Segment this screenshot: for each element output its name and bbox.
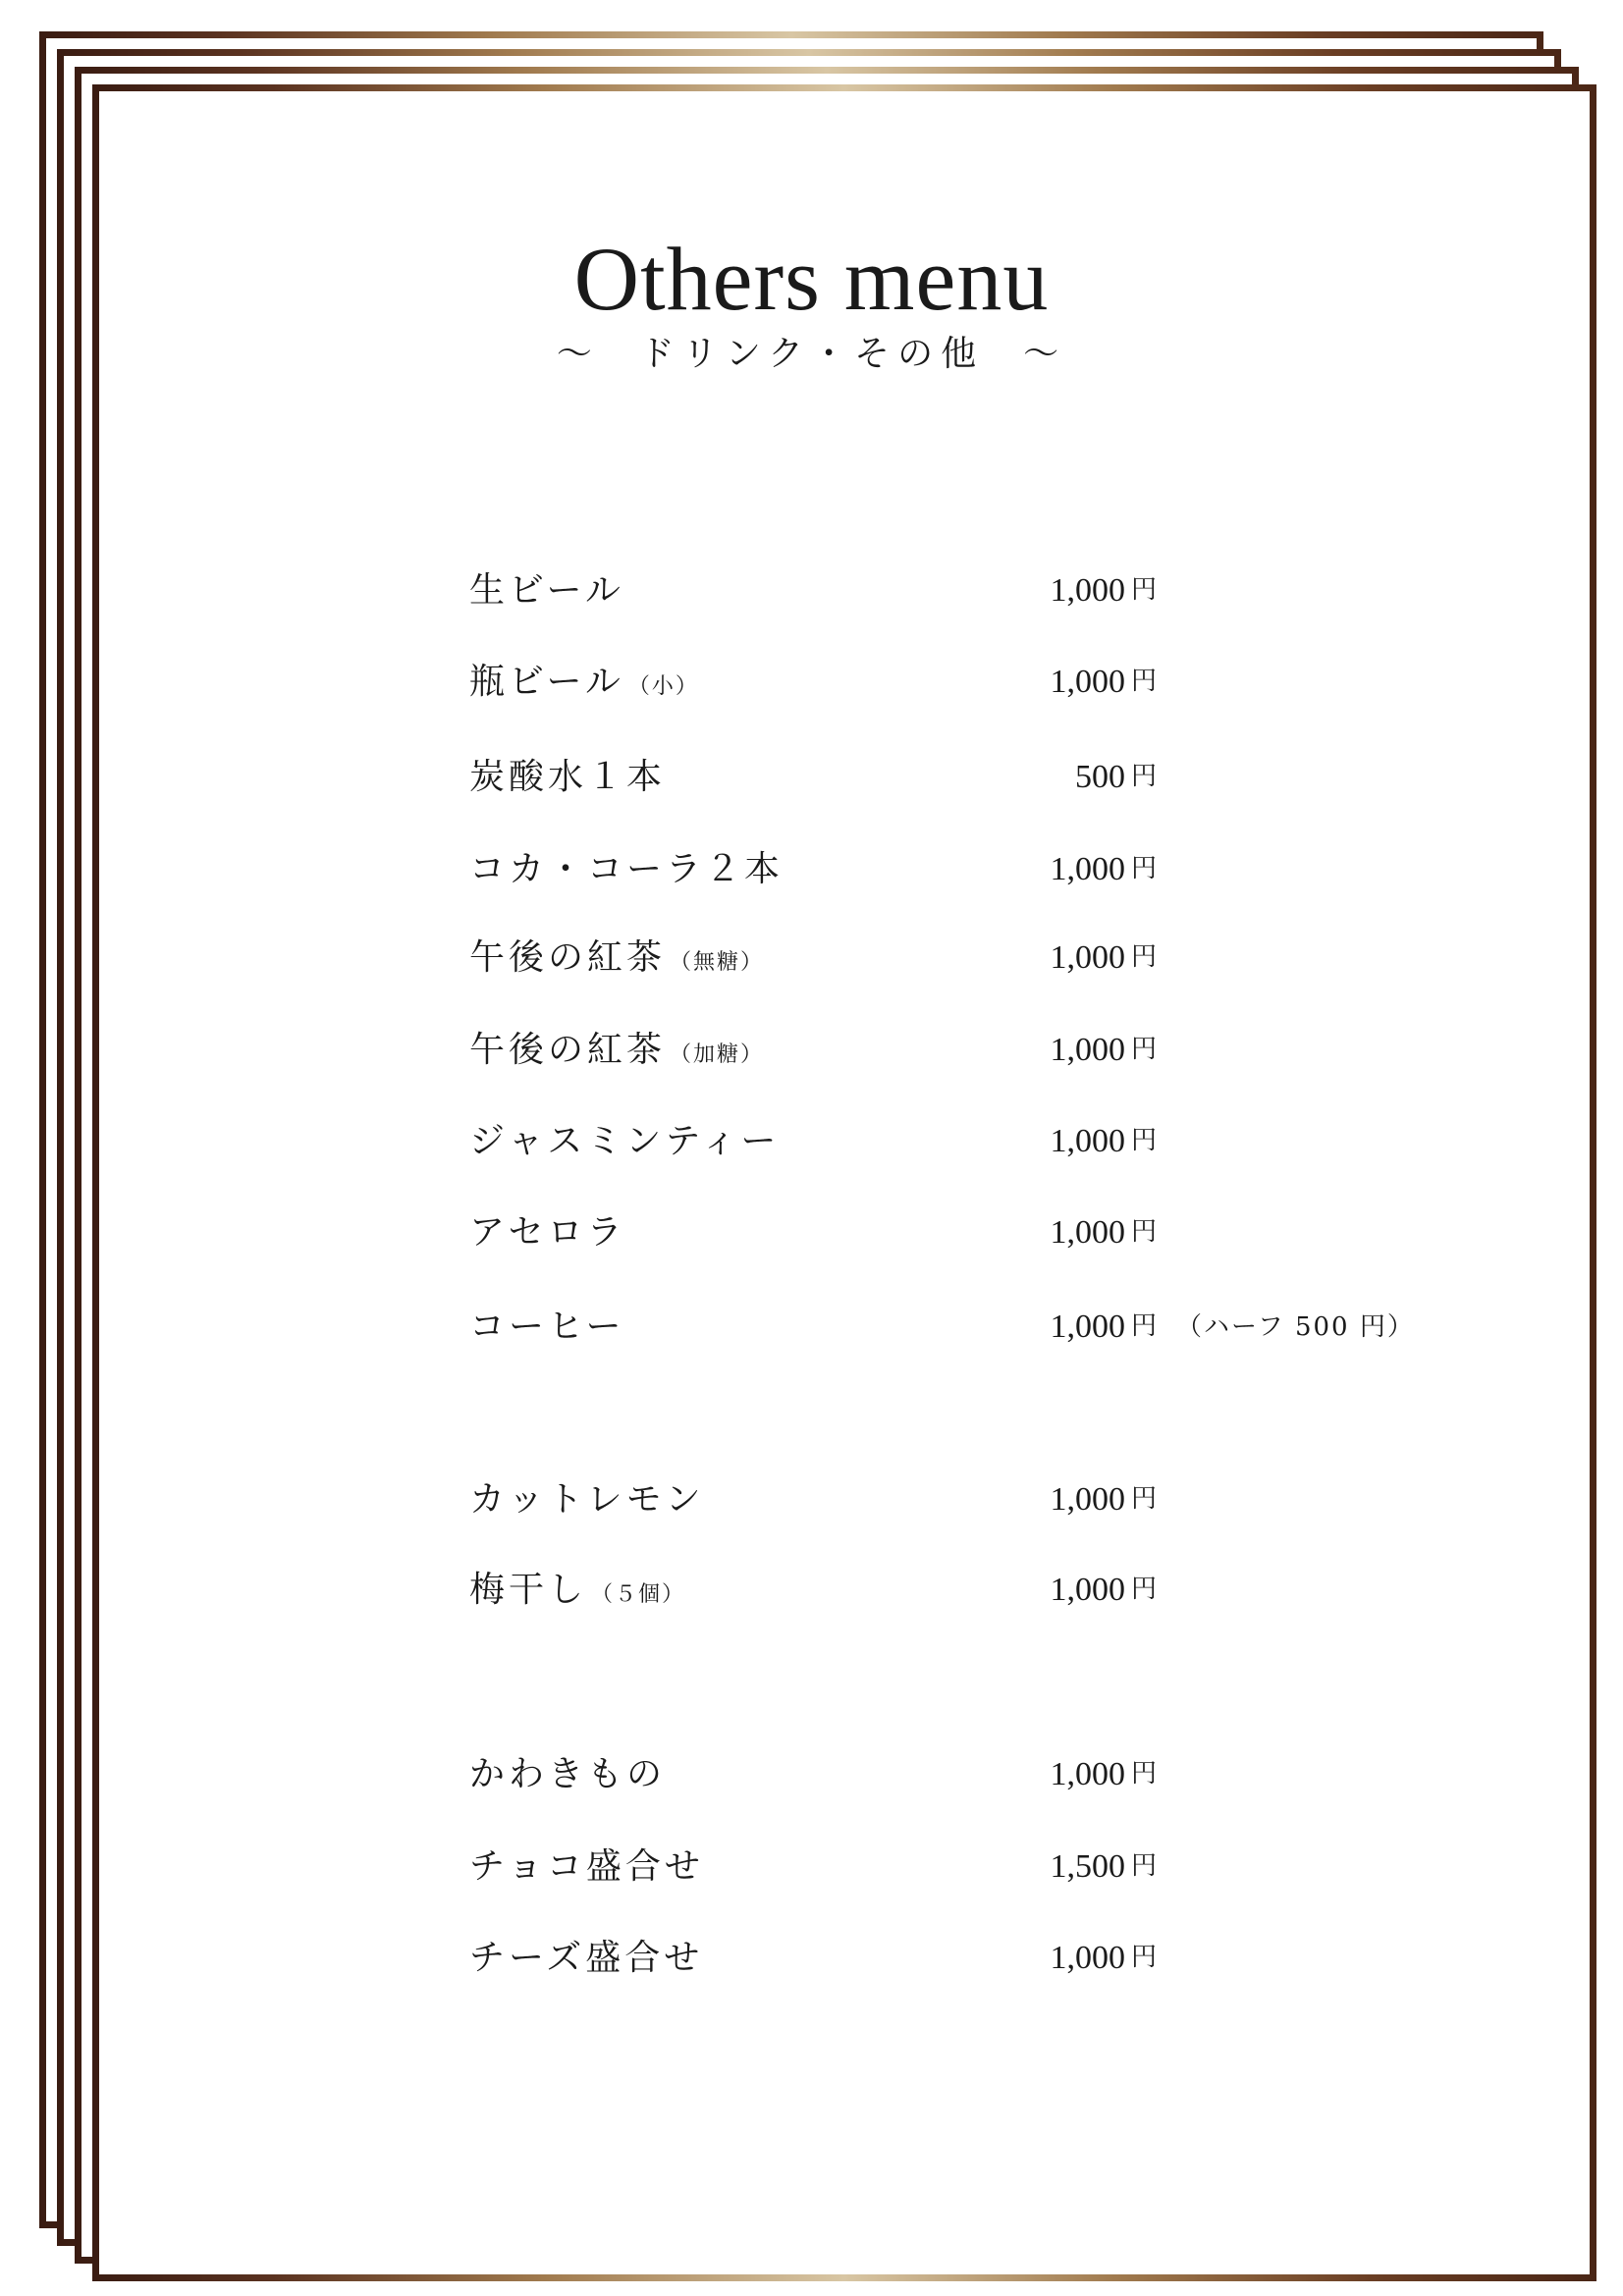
item-name: アセロラ — [469, 1212, 626, 1253]
page-subtitle — [0, 334, 1623, 374]
currency-label: 円 — [1131, 1035, 1158, 1064]
half-price-note: （ハーフ 500 円） — [1176, 1312, 1415, 1342]
item-name: 午後の紅茶 （加糖） — [469, 1030, 765, 1070]
menu-item — [469, 1298, 1451, 1357]
subtitle-tilde-left: 〜 — [556, 334, 600, 374]
currency-label: 円 — [1131, 1126, 1158, 1155]
item-price: 1,000 — [1050, 851, 1125, 887]
currency-label: 円 — [1131, 1759, 1158, 1789]
item-name: ジャスミンティー — [469, 1121, 781, 1161]
item-price: 1,000 — [1050, 664, 1125, 700]
item-name: 梅干し （５個） — [469, 1570, 686, 1610]
menu-item — [469, 1838, 1451, 1896]
item-name: 午後の紅茶 （無糖） — [469, 937, 765, 978]
item-price: 1,000 — [1050, 939, 1125, 976]
subtitle-text: ドリンク・その他 — [638, 334, 985, 374]
item-name: チーズ盛合せ — [469, 1938, 704, 1978]
menu-item — [469, 1745, 1451, 1804]
currency-label: 円 — [1131, 942, 1158, 972]
menu-item — [469, 748, 1451, 807]
item-price: 1,000 — [1050, 1756, 1125, 1792]
menu-item — [469, 1929, 1451, 1988]
item-name: カットレモン — [469, 1479, 705, 1520]
item-price: 1,000 — [1050, 1214, 1125, 1251]
currency-label: 円 — [1131, 1851, 1158, 1881]
currency-label: 円 — [1131, 1943, 1158, 1972]
item-name: コカ・コーラ２本 — [469, 849, 784, 889]
item-name: 瓶ビール （小） — [469, 662, 699, 702]
item-name: コーヒー — [469, 1307, 625, 1347]
currency-label: 円 — [1131, 1484, 1158, 1514]
item-name: かわきもの — [469, 1754, 667, 1794]
item-price: 1,000 — [1050, 572, 1125, 609]
currency-label: 円 — [1131, 854, 1158, 883]
menu-item — [469, 929, 1451, 988]
currency-label: 円 — [1131, 575, 1158, 605]
currency-label: 円 — [1131, 1311, 1158, 1341]
menu-item — [469, 561, 1451, 620]
item-name: チョコ盛合せ — [469, 1846, 704, 1887]
item-price: 1,000 — [1050, 1940, 1125, 1976]
item-price: 1,000 — [1050, 1032, 1125, 1068]
page-title: Others menu — [573, 229, 1050, 329]
menu-item — [469, 1112, 1451, 1171]
item-price: 1,000 — [1050, 1123, 1125, 1159]
item-price: 1,000 — [1050, 1572, 1125, 1608]
item-price: 1,500 — [1050, 1848, 1125, 1885]
menu-item — [469, 653, 1451, 712]
currency-label: 円 — [1131, 1575, 1158, 1604]
menu-item — [469, 1021, 1451, 1080]
item-name: 生ビール — [469, 570, 624, 611]
menu-item — [469, 1203, 1451, 1262]
menu-item — [469, 1561, 1451, 1620]
item-price: 1,000 — [1050, 1308, 1125, 1345]
currency-label: 円 — [1131, 762, 1158, 791]
currency-label: 円 — [1131, 667, 1158, 696]
menu-item — [469, 1470, 1451, 1529]
currency-label: 円 — [1131, 1217, 1158, 1247]
menu-item — [469, 840, 1451, 899]
item-price: 500 — [1075, 759, 1125, 795]
subtitle-tilde-right: 〜 — [1023, 334, 1067, 374]
item-name: 炭酸水１本 — [469, 757, 667, 797]
item-price: 1,000 — [1050, 1481, 1125, 1518]
